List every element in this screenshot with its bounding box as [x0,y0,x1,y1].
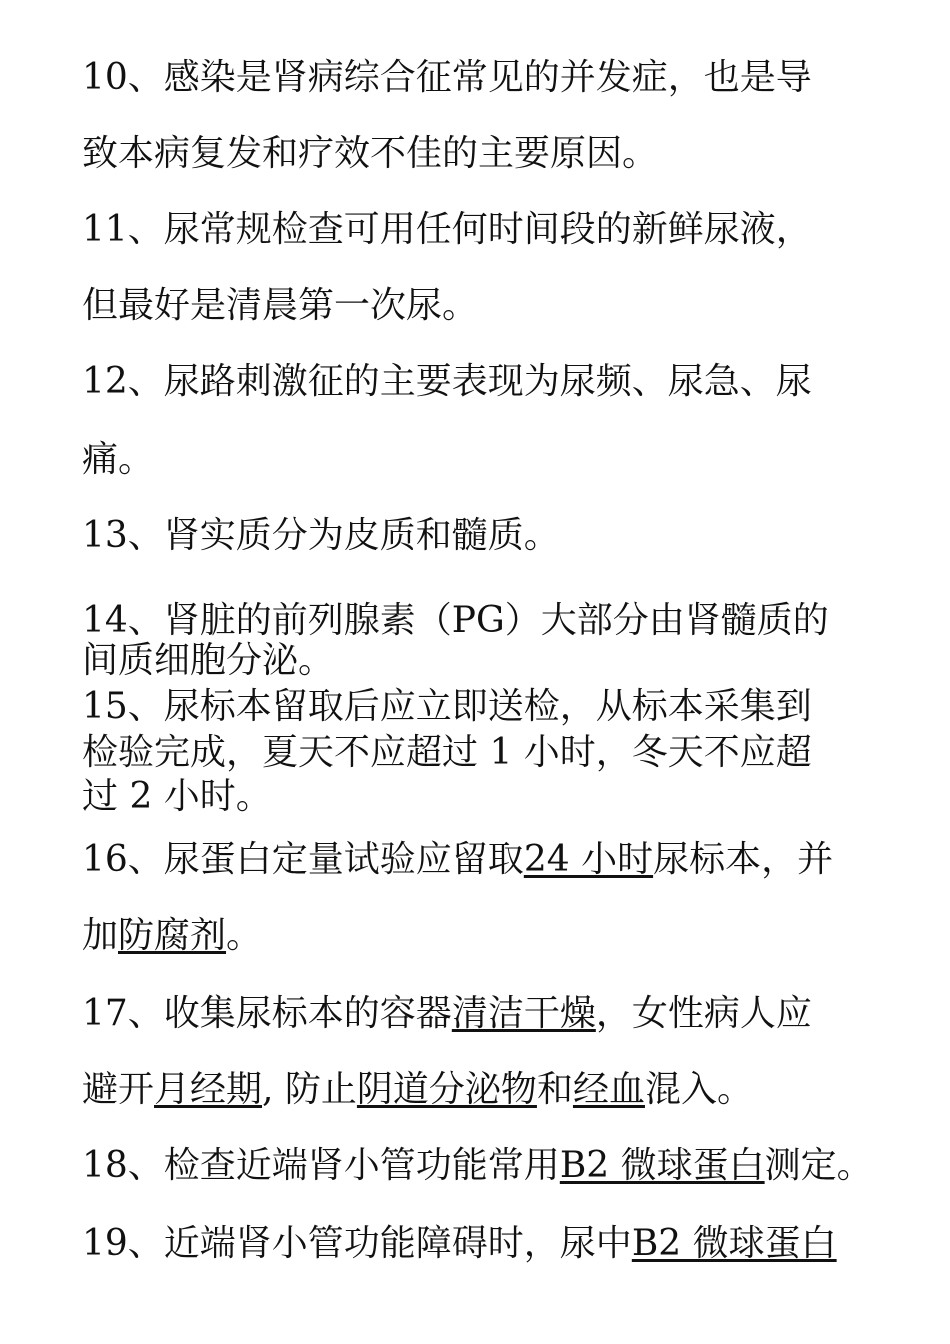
item-11-line-1: 11、尿常规检查可用任何时间段的新鲜尿液， [82,209,812,250]
item-19-answer-b2: B2 微球蛋白 [631,1223,837,1264]
item-17-line-2 [82,1068,930,1112]
item-19-text: 19、近端肾小管功能障碍时，尿中 [82,1223,632,1264]
item-17-answer-blood: 经血 [572,1069,645,1110]
item-17-text: 混入。 [644,1069,753,1110]
item-17-text: 避开 [82,1069,155,1110]
item-18-text: 测定。 [764,1145,873,1186]
item-17-answer-clean-dry: 清洁干燥 [451,993,596,1034]
item-14-line-1: 14、肾脏的前列腺素（PG）大部分由肾髓质的 [82,600,829,641]
item-18-answer-b2: B2 微球蛋白 [559,1145,765,1186]
item-16-answer-24h: 24 小时 [523,839,654,880]
item-17-line-1 [82,992,930,1036]
item-17-answer-secretion: 阴道分泌物 [356,1069,537,1110]
item-12-line-2: 痛。 [82,439,155,480]
item-14-line-2: 间质细胞分泌。 [82,640,335,681]
item-16-text: 尿标本，并 [653,839,834,880]
item-17-text: ，女性病人应 [595,993,812,1034]
item-17-text: , 防止 [262,1069,357,1110]
item-16-answer-preservative: 防腐剂 [118,915,227,956]
item-16-text: 加 [82,915,119,956]
item-18-line-1 [82,1144,930,1188]
item-18-text: 18、检查近端肾小管功能常用 [82,1145,560,1186]
item-12-line-1: 12、尿路刺激征的主要表现为尿频、尿急、尿 [82,361,812,402]
item-11-line-2: 但最好是清晨第一次尿。 [82,285,479,326]
item-16-line-1 [82,838,930,882]
item-17-text: 17、收集尿标本的容器 [82,993,452,1034]
item-16-text: 16、尿蛋白定量试验应留取 [82,839,524,880]
item-15-line-1: 15、尿标本留取后应立即送检，从标本采集到 [82,686,812,727]
item-17-text: 和 [536,1069,573,1110]
item-16-line-2 [82,914,930,958]
item-19-line-1 [82,1222,930,1266]
item-10-line-1: 10、感染是肾病综合征常见的并发症，也是导 [82,57,812,98]
item-15-line-2: 检验完成，夏天不应超过 1 小时，冬天不应超 [82,732,812,773]
item-13-line-1: 13、肾实质分为皮质和髓质。 [82,515,560,556]
item-15-line-3: 过 2 小时。 [82,776,272,817]
item-17-answer-menstrual: 月经期 [154,1069,263,1110]
item-10-line-2: 致本病复发和疗效不佳的主要原因。 [82,133,659,174]
item-16-text: 。 [226,915,263,956]
